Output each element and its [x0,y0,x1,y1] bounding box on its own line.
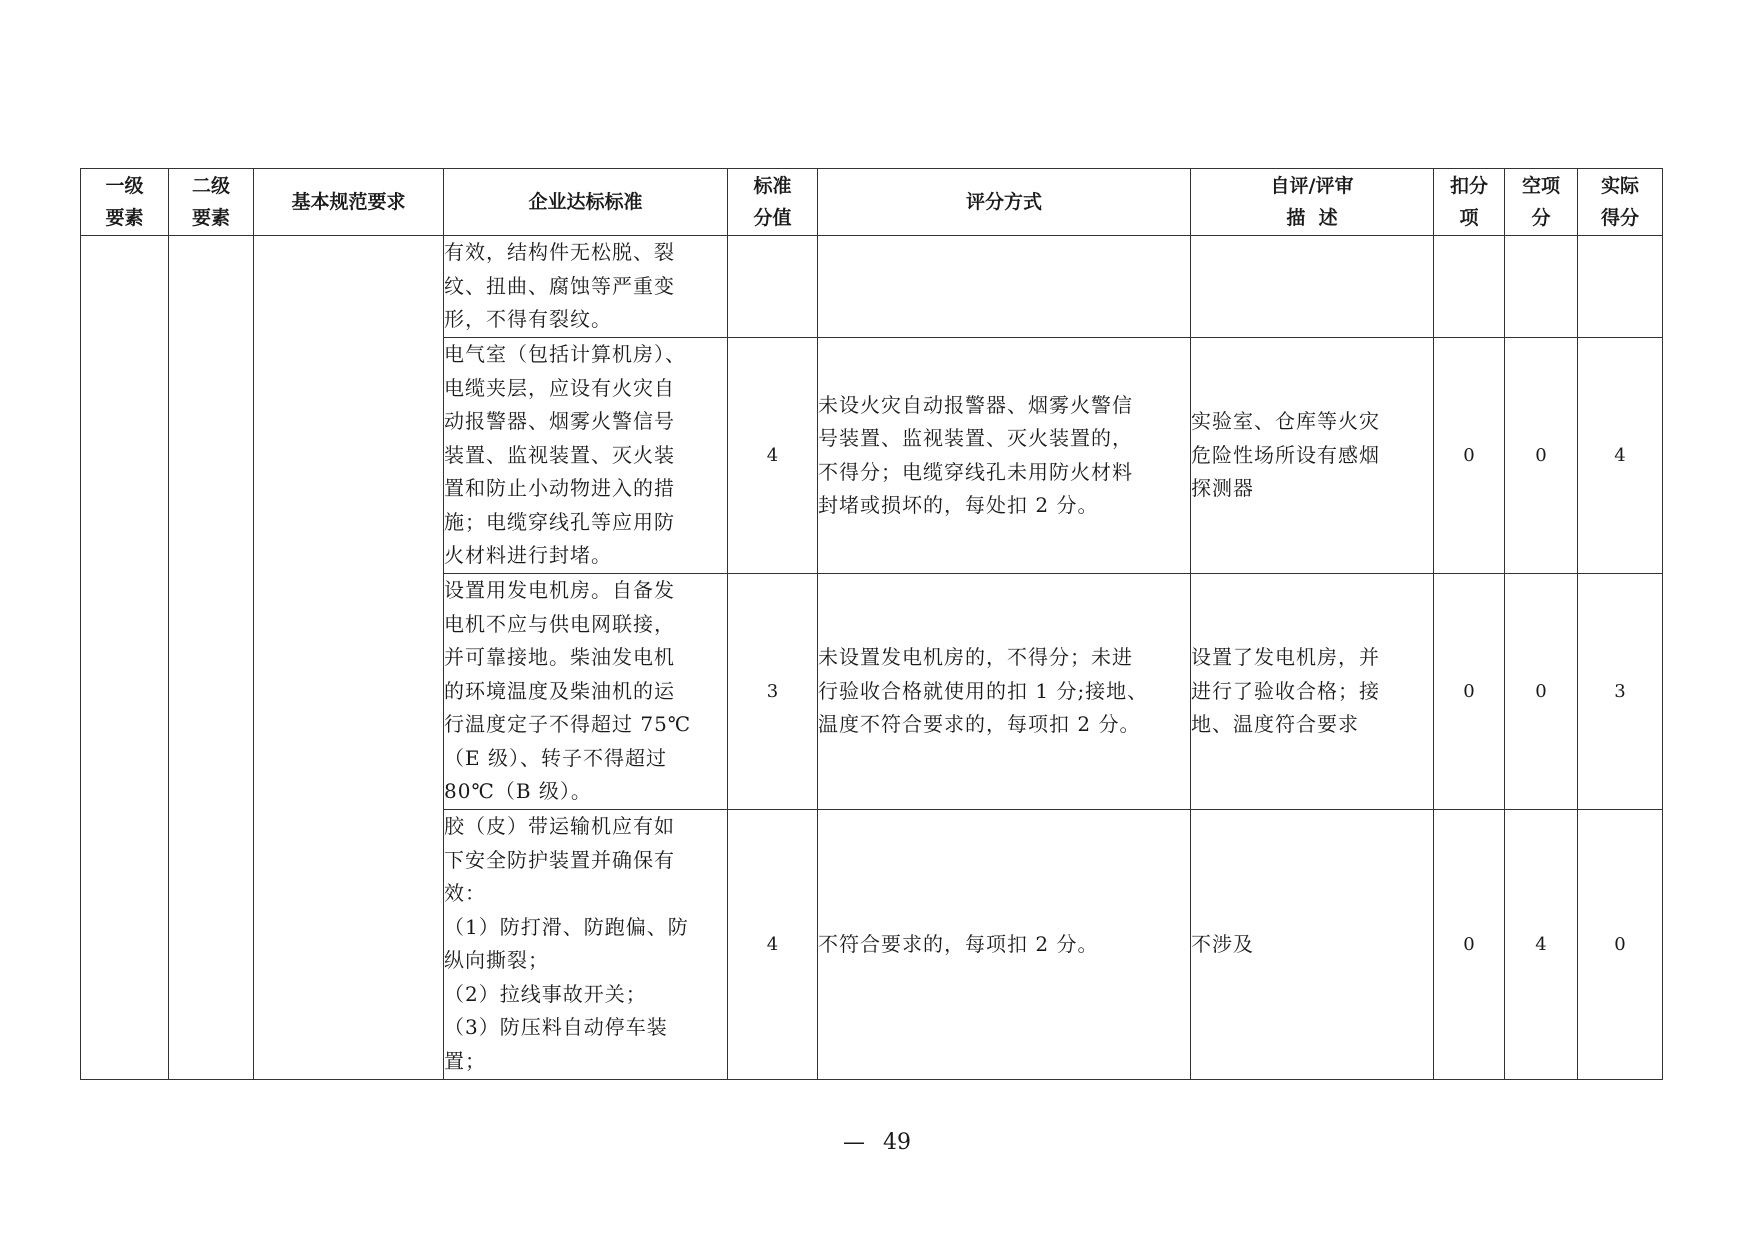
header-level1: 一级 要素 [81,169,169,236]
method-cell: 未设火灾自动报警器、烟雾火警信 号装置、监视装置、灭火装置的， 不得分；电缆穿线孔未用防火材料 封堵或损坏的，每处扣 2 分。 [818,338,1191,574]
review-cell: 不涉及 [1191,810,1434,1080]
deduct-cell: 0 [1434,338,1505,574]
page-number: 49 [883,1130,911,1155]
header-level2: 二级 要素 [169,169,254,236]
score-cell [728,236,818,338]
score-cell: 4 [728,810,818,1080]
header-scoring-method: 评分方式 [818,169,1191,236]
standard-cell: 有效，结构件无松脱、裂 纹、扭曲、腐蚀等严重变 形，不得有裂纹。 [444,236,728,338]
header-standard-score: 标准 分值 [728,169,818,236]
review-cell [1191,236,1434,338]
header-basic-requirements: 基本规范要求 [254,169,444,236]
blank-cell: 0 [1505,338,1578,574]
level2-cell [169,236,254,1080]
blank-cell [1505,236,1578,338]
review-cell: 设置了发电机房，并 进行了验收合格；接 地、温度符合要求 [1191,574,1434,810]
blank-cell: 4 [1505,810,1578,1080]
score-cell: 4 [728,338,818,574]
level1-cell [81,236,169,1080]
deduct-cell [1434,236,1505,338]
method-cell [818,236,1191,338]
table-row [81,236,1663,338]
footer-dash: — [843,1130,865,1155]
header-review-description: 自评/评审 描 述 [1191,169,1434,236]
scoring-table [80,168,1663,1080]
actual-cell: 4 [1578,338,1663,574]
actual-cell [1578,236,1663,338]
deduct-cell: 0 [1434,574,1505,810]
actual-cell: 0 [1578,810,1663,1080]
score-cell: 3 [728,574,818,810]
standard-cell: 胶（皮）带运输机应有如 下安全防护装置并确保有 效： （1）防打滑、防跑偏、防 纵向撕裂； （2）拉线事故开关； （3）防压料自动停车装 置； [444,810,728,1080]
review-cell: 实验室、仓库等火灾 危险性场所设有感烟 探测器 [1191,338,1434,574]
actual-cell: 3 [1578,574,1663,810]
header-blank-score: 空项 分 [1505,169,1578,236]
header-enterprise-standard: 企业达标标准 [444,169,728,236]
page-footer [0,1130,1754,1155]
header-actual-score: 实际 得分 [1578,169,1663,236]
standard-cell: 设置用发电机房。自备发 电机不应与供电网联接， 并可靠接地。柴油发电机 的环境温度及柴油机的运 行温度定子不得超过 75℃ （E 级）、转子不得超过 80℃（B 级）。 [444,574,728,810]
deduct-cell: 0 [1434,810,1505,1080]
method-cell: 不符合要求的，每项扣 2 分。 [818,810,1191,1080]
basic-requirement-cell [254,236,444,1080]
header-row [81,169,1663,236]
header-deduct-items: 扣分 项 [1434,169,1505,236]
method-cell: 未设置发电机房的，不得分；未进 行验收合格就使用的扣 1 分;接地、 温度不符合要求的，每项扣 2 分。 [818,574,1191,810]
standard-cell: 电气室（包括计算机房）、 电缆夹层，应设有火灾自 动报警器、烟雾火警信号 装置、监视装置、灭火装 置和防止小动物进入的措 施；电缆穿线孔等应用防 火材料进行封堵。 [444,338,728,574]
blank-cell: 0 [1505,574,1578,810]
